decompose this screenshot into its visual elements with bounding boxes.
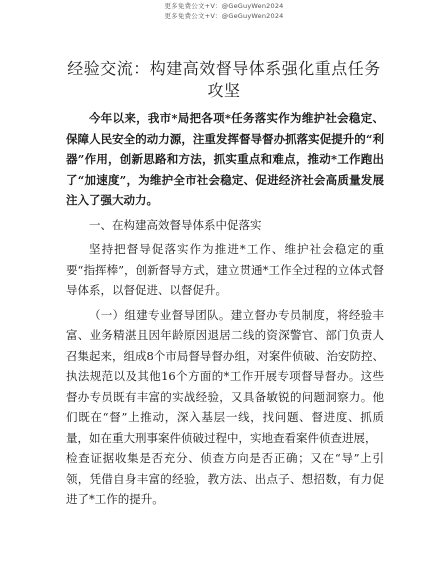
body-paragraph: （一）组建专业督导团队。建立督办专员制度，将经验丰富、业务精湛且因年龄原因退居二线的资深警官、部门负责人召集起来，组成8个市局督导督办组，对案件侦破、治安防控、执法规范以及其他16个方面的*工作开展专项督导督办。这些督办专员既有丰富的实战经验，又具备敏锐的问题洞察力。他们既在“督”上推动，深入基层一线，找问题、督进度、抓质量，如在重大刑事案件侦破过程中，实地查看案件侦查进展， <box>66 307 384 445</box>
section-heading: 一、在构建高效督导体系中促落实 <box>89 217 262 232</box>
body-paragraph: 检查证据收集是否充分、侦查方向是否正确；又在“导”上引领，凭借自身丰富的经验，教方法、出点子、想招数，有力促进了*工作的提升。 <box>66 451 384 506</box>
watermark-line: 更多免费公文+V：@GeGuyWen2024 <box>164 2 284 10</box>
body-paragraph: 坚持把督导促落实作为推进*工作、维护社会稳定的重要“指挥棒”，创新督导方式，建立贯通*工作全过程的立体式督导体系，以督促进、以督促升。 <box>66 242 384 297</box>
document-body <box>66 108 384 510</box>
intro-paragraph: 今年以来，我市*局把各项*任务落实作为维护社会稳定、保障人民安全的动力源，注重发挥督导督办抓落实促提升的“利器”作用，创新思路和方法，抓实重点和难点，推动*工作跑出了“加速度”，为维护全市社会稳定、促进经济社会高质量发展注入了强大动力。 <box>66 111 384 207</box>
watermark-line: 更多免费公文+V：@GeGuyWen2024 <box>164 12 284 20</box>
document-title: 经验交流：构建高效督导体系强化重点任务攻坚 <box>67 59 381 100</box>
